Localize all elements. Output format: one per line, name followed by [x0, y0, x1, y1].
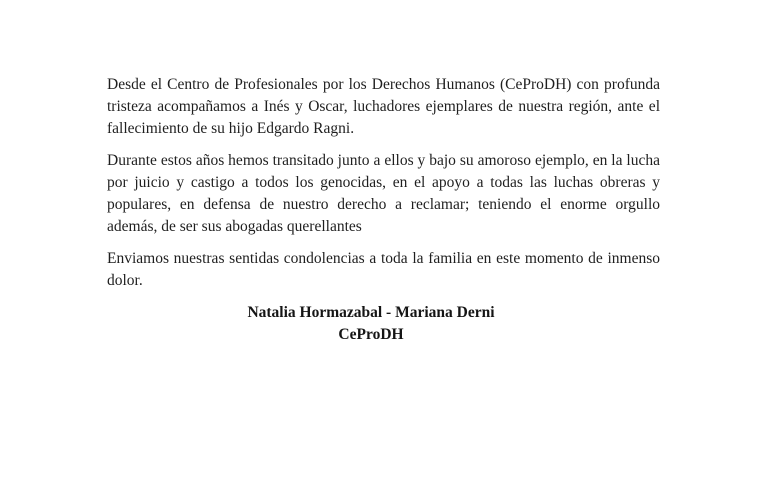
paragraph-opening: Desde el Centro de Profesionales por los Derechos Humanos (CeProDH) con profunda tristeza acompañamos a Inés y Oscar, luchadores ejemplares de nuestra región, ante el fallecimiento de su hijo Edgardo Ragni. — [107, 76, 660, 137]
signature-organization: CeProDH — [338, 326, 404, 343]
signature-block — [107, 302, 635, 346]
paragraph-struggle: Durante estos años hemos transitado junto a ellos y bajo su amoroso ejemplo, en la lucha por juicio y castigo a todos los genocidas, en el apoyo a todas las luchas obreras y populares, en defensa de nuestro derecho a reclamar; teniendo el enorme orgullo además, de ser sus abogadas querellantes — [107, 152, 660, 235]
letter-body — [107, 74, 660, 346]
signature-names: Natalia Hormazabal - Mariana Derni — [247, 304, 495, 321]
paragraph-condolences: Enviamos nuestras sentidas condolencias a toda la familia en este momento de inmenso dolor. — [107, 250, 660, 289]
